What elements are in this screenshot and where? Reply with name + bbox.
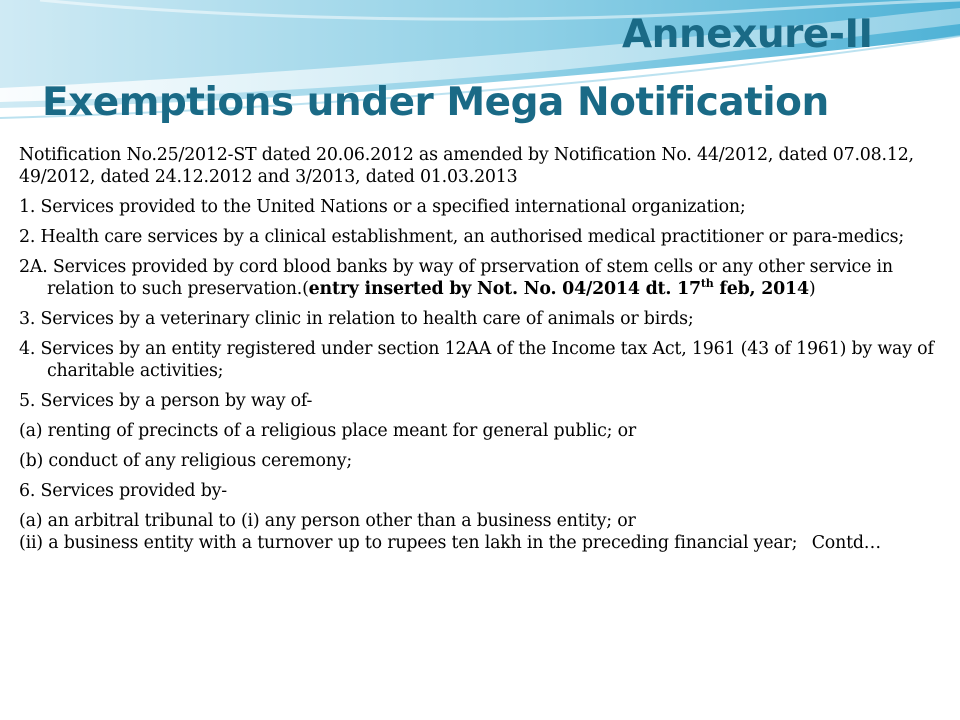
item-2a-entry-text: entry inserted by Not. No. 04/2014 dt. 17 xyxy=(308,279,701,299)
slide-title-annexure: Annexure-II xyxy=(622,12,873,57)
item-5b: (b) conduct of any religious ceremony; xyxy=(19,451,353,471)
item-6a-ii-text: (ii) a business entity with a turnover up to rupees ten lakh in the preceding financial year; xyxy=(19,533,798,553)
item-2a-text: 2A. Services provided by cord blood banks by way of prservation of stem cells or any other service in relation to such preservation.( xyxy=(19,257,893,299)
item-2a xyxy=(19,256,941,300)
item-6a xyxy=(19,510,941,554)
item-2a-entry-date: feb, 2014 xyxy=(713,279,809,299)
item-6: 6. Services provided by- xyxy=(19,481,227,501)
item-2a-close-paren: ) xyxy=(808,279,816,299)
item-6a-text: (a) an arbitral tribunal to (i) any person other than a business entity; or xyxy=(19,511,636,531)
item-1: 1. Services provided to the United Nations or a specified international organization; xyxy=(19,197,746,217)
item-2a-entry-note xyxy=(309,279,809,299)
slide-body xyxy=(19,144,941,554)
item-5a: (a) renting of precincts of a religious place meant for general public; or xyxy=(19,421,637,441)
item-2: 2. Health care services by a clinical establishment, an authorised medical practitioner or para-medics; xyxy=(19,227,905,247)
notification-intro: Notification No.25/2012-ST dated 20.06.2012 as amended by Notification No. 44/2012, dated 07.08.12, 49/2012, dated 24.12.2012 and 3/2013, dated 01.03.2013 xyxy=(19,145,914,187)
slide-title-exemptions: Exemptions under Mega Notification xyxy=(42,80,829,125)
item-3: 3. Services by a veterinary clinic in relation to health care of animals or birds; xyxy=(19,309,694,329)
item-5: 5. Services by a person by way of- xyxy=(19,391,313,411)
item-4: 4. Services by an entity registered under section 12AA of the Income tax Act, 1961 (43 of 1961) by way of charitable activities; xyxy=(19,339,934,381)
item-2a-ordinal: th xyxy=(700,277,714,291)
contd-label: Contd… xyxy=(811,533,881,553)
